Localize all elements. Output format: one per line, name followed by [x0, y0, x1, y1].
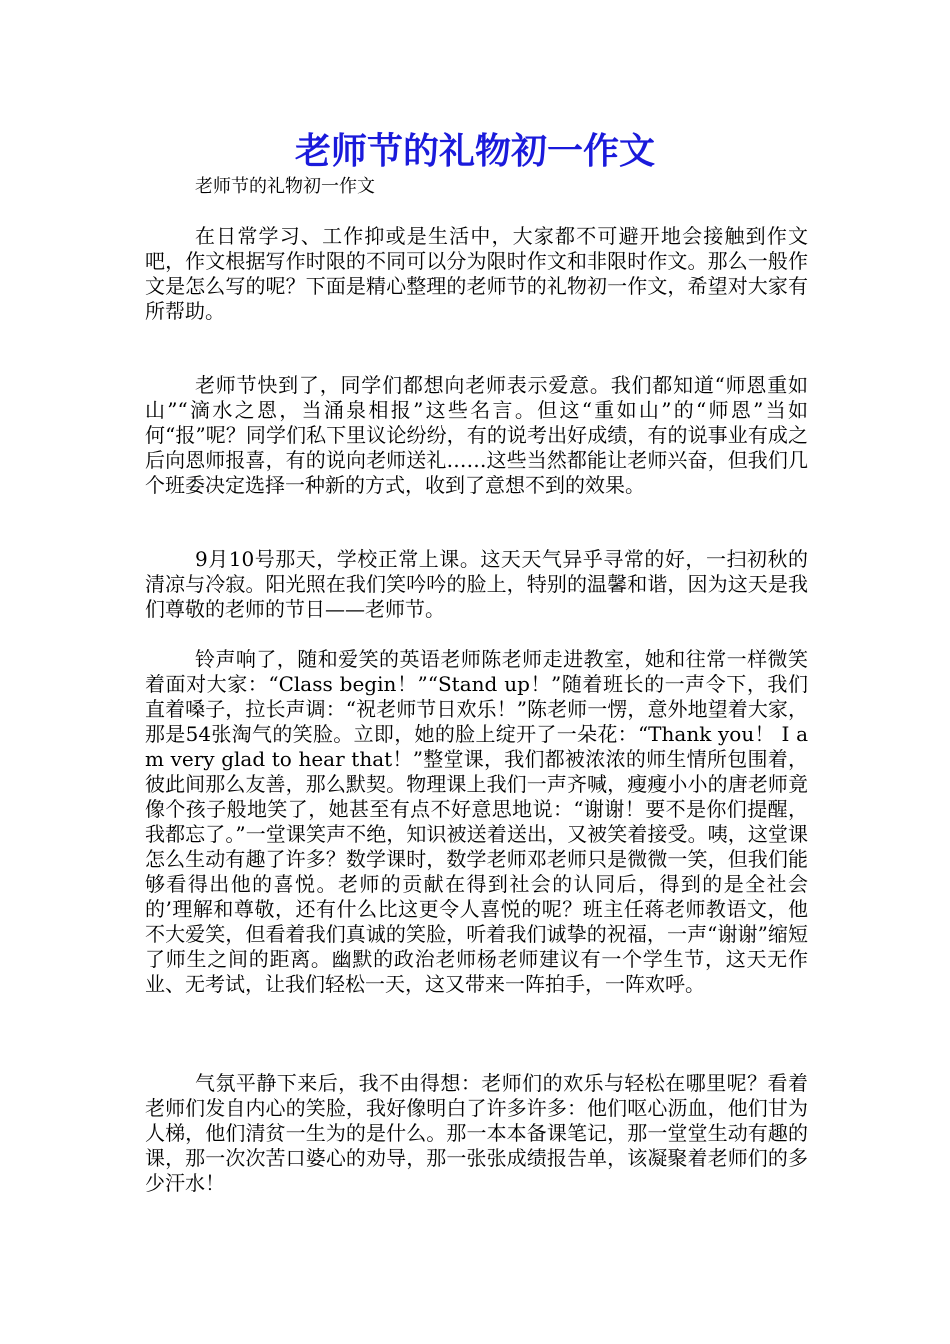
paragraph-september-tenth: 9月10号那天，学校正常上课。这天天气异乎寻常的好，一扫初秋的清凉与冷寂。阳光照在我们笑吟吟的脸上，特别的温馨和谐，因为这天是我们尊敬的老师的节日——老师节。 [145, 547, 808, 621]
paragraph-intro: 在日常学习、工作抑或是生活中，大家都不可避开地会接触到作文吧，作文根据写作时限的不同可以分为限时作文和非限时作文。那么一般作文是怎么写的呢？下面是精心整理的老师节的礼物初一作文，希望对大家有所帮助。 [145, 224, 808, 323]
paragraph-reflection: 气氛平静下来后，我不由得想：老师们的欢乐与轻松在哪里呢？看着老师们发自内心的笑脸，我好像明白了许多许多：他们呕心沥血，他们甘为人梯，他们清贫一生为的是什么。那一本本备课笔记，那一堂堂生动有趣的课，那一次次苦口婆心的劝导，那一张张成绩报告单，该凝聚着老师们的多少汗水！ [145, 1071, 808, 1195]
document-title: 老师节的礼物初一作文 [294, 130, 655, 172]
document-subtitle: 老师节的礼物初一作文 [195, 176, 375, 197]
paragraph-teachers-day-approaching: 老师节快到了，同学们都想向老师表示爱意。我们都知道“师恩重如山”“滴水之恩，当涌泉相报”这些名言。但这“重如山”的“师恩”当如何“报”呢？同学们私下里议论纷纷，有的说考出好成绩，有的说事业有成之后向恩师报喜，有的说向老师送礼……这些当然都能让老师兴奋，但我们几个班委决定选择一种新的方式，收到了意想不到的效果。 [145, 373, 808, 497]
paragraph-classroom-greetings: 铃声响了，随和爱笑的英语老师陈老师走进教室，她和往常一样微笑着面对大家：“Class begin！”“Stand up！”随着班长的一声令下，我们直着嗓子，拉长声调：“祝老师节日欢乐！”陈老师一愣，意外地望着大家，那是54张淘气的笑脸。立即，她的脸上绽开了一朵花：“Thank you！ I am very glad to hear that！”整堂课，我们都被浓浓的师生情所包围着，彼此间那么友善，那么默契。物理课上我们一声齐喊，瘦瘦小小的唐老师竟像个孩子般地笑了，她甚至有点不好意思地说：“谢谢！要不是你们提醒，我都忘了。”一堂课笑声不绝，知识被送着送出，又被笑着接受。咦，这堂课怎么生动有趣了许多？数学课时，数学老师邓老师只是微微一笑，但我们能够看得出他的喜悦。老师的贡献在得到社会的认同后，得到的是全社会的’理解和尊敬，还有什么比这更令人喜悦的呢？班主任蒋老师教语文，他不大爱笑，但看着我们真诚的笑脸，听着我们诚挚的祝福，一声“谢谢”缩短了师生之间的距离。幽默的政治老师杨老师建议有一个学生节，这天无作业、无考试，让我们轻松一天，这又带来一阵拍手，一阵欢呼。 [145, 647, 808, 996]
